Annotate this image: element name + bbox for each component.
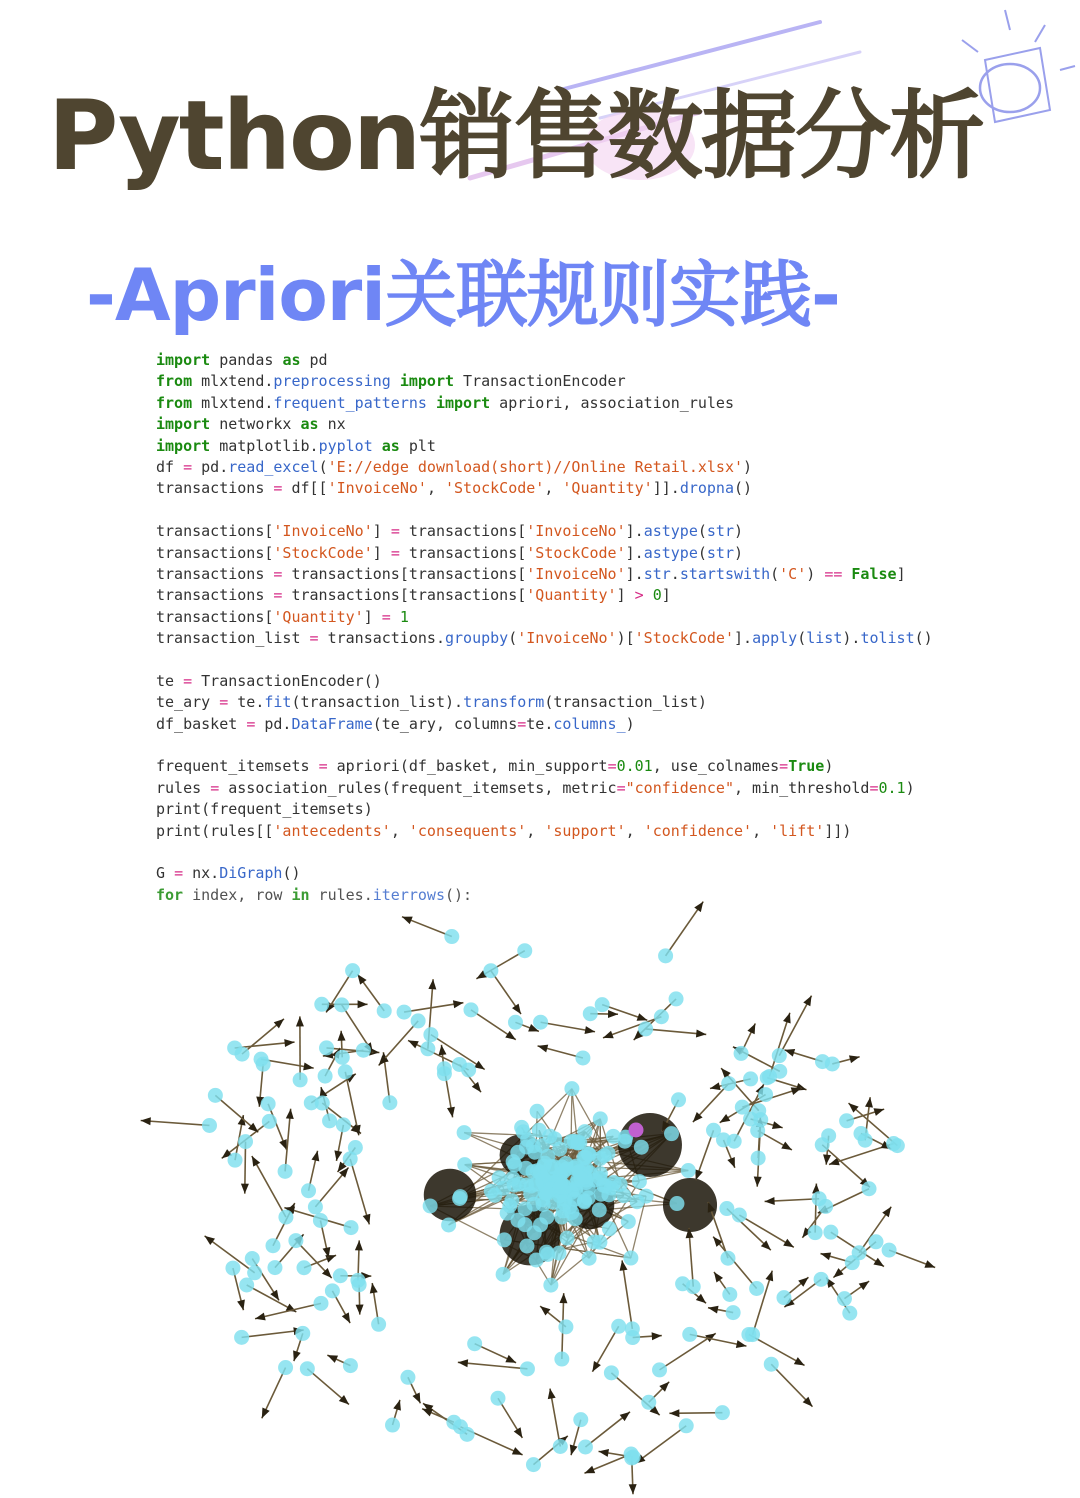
graph-arrowhead: [559, 1293, 567, 1303]
graph-node: [682, 1327, 697, 1342]
graph-node: [735, 1100, 750, 1115]
code-line: transaction_list = transactions.groupby('InvoiceNo')['StockCode'].apply(list).tolist(): [156, 629, 933, 648]
graph-node: [496, 1267, 511, 1282]
graph-node: [444, 929, 459, 944]
graph-arrowhead: [608, 1010, 618, 1018]
graph-node: [265, 1238, 280, 1253]
graph-arrowhead: [865, 1097, 873, 1107]
graph-arrowhead: [585, 1026, 596, 1034]
graph-node: [776, 1290, 791, 1305]
graph-node: [517, 943, 532, 958]
graph-node: [490, 1391, 505, 1406]
graph-arrowhead: [714, 1272, 723, 1282]
graph-arrowhead: [447, 1107, 455, 1118]
graph-node: [315, 1096, 330, 1111]
graph-node: [625, 1321, 640, 1336]
graph-node: [745, 1327, 760, 1342]
graph-arrowhead: [363, 1214, 371, 1225]
graph-node: [314, 997, 329, 1012]
graph-node: [868, 1234, 883, 1249]
code-line: [156, 735, 946, 756]
graph-node: [547, 1131, 562, 1146]
graph-node: [543, 1278, 558, 1293]
graph-node: [623, 1251, 638, 1266]
code-line: transactions = df[['InvoiceNo', 'StockCode', 'Quantity']].dropna(): [156, 479, 753, 498]
graph-node: [423, 1027, 438, 1042]
code-line: [156, 842, 946, 863]
graph-edge: [458, 1362, 528, 1368]
graph-node: [882, 1243, 897, 1258]
graph-node: [726, 1305, 741, 1320]
graph-arrowhead: [252, 1156, 260, 1167]
graph-node: [225, 1261, 240, 1276]
graph-node: [463, 1002, 478, 1017]
graph-node: [313, 1213, 328, 1228]
graph-node: [530, 1104, 545, 1119]
graph-node: [582, 1147, 597, 1162]
code-line: [156, 500, 946, 521]
graph-node: [296, 1260, 311, 1275]
graph-node: [632, 1174, 647, 1189]
graph-arrowhead: [669, 1409, 679, 1417]
graph-node-highlighted: [629, 1123, 644, 1138]
page-title: Python销售数据分析: [48, 80, 984, 192]
graph-node: [597, 1148, 612, 1163]
graph-arrowhead: [512, 1447, 523, 1455]
graph-node: [345, 963, 360, 978]
graph-node: [638, 1021, 653, 1036]
graph-arrowhead: [720, 1114, 731, 1123]
graph-arrowhead: [241, 1184, 249, 1194]
graph-arrowhead: [141, 1117, 151, 1125]
graph-nodes: [202, 929, 905, 1472]
graph-node: [397, 1005, 412, 1020]
graph-node: [308, 1199, 323, 1214]
graph-node: [262, 1114, 277, 1129]
code-line: for index, row in rules.iterrows():: [156, 885, 473, 904]
graph-edge: [350, 1159, 369, 1225]
graph-node: [578, 1439, 593, 1454]
code-block: [156, 350, 946, 904]
graph-node: [839, 1113, 854, 1128]
graph-arrowhead: [570, 1445, 578, 1456]
graph-node: [706, 1123, 721, 1138]
graph-node: [715, 1405, 730, 1420]
graph-arrowhead: [422, 1409, 433, 1417]
graph-node: [278, 1210, 293, 1225]
code-line: frequent_itemsets = apriori(df_basket, min_support=0.01, use_colnames=True): [156, 757, 834, 776]
graph-node: [352, 1277, 367, 1292]
graph-node: [595, 997, 610, 1012]
graph-node: [322, 1113, 337, 1128]
graph-arrowhead: [358, 1000, 368, 1008]
graph-node: [602, 1221, 617, 1236]
graph-node: [526, 1197, 541, 1212]
graph-node: [318, 1069, 333, 1084]
graph-arrowhead: [393, 1400, 401, 1411]
graph-node: [862, 1181, 877, 1196]
graph-node: [457, 1125, 472, 1140]
graph-edge: [252, 1156, 286, 1217]
code-line: rules = association_rules(frequent_itemsets, metric="confidence", min_threshold=0.1): [156, 778, 915, 797]
graph-node: [343, 1358, 358, 1373]
graph-node: [669, 991, 684, 1006]
graph-node: [492, 1170, 507, 1185]
graph-arrowhead: [754, 1177, 762, 1187]
graph-node: [540, 1185, 555, 1200]
graph-node: [527, 1145, 542, 1160]
graph-node: [295, 1326, 310, 1341]
code-line: transactions = transactions[transactions['InvoiceNo'].str.startswith('C') == False]: [156, 564, 906, 583]
graph-node: [762, 1069, 777, 1084]
graph-node: [575, 1050, 590, 1065]
graph-node: [604, 1365, 619, 1380]
code-line: transactions['StockCode'] = transactions['StockCode'].astype(str): [156, 543, 744, 562]
graph-node: [583, 1006, 598, 1021]
graph-node: [300, 1361, 315, 1376]
graph-node: [288, 1233, 303, 1248]
graph-edge: [753, 1271, 773, 1335]
graph-arrowhead: [772, 1121, 783, 1129]
graph-node: [808, 1225, 823, 1240]
graph-node: [686, 1279, 701, 1294]
graph-node: [654, 1009, 669, 1024]
graph-node: [624, 1447, 639, 1462]
graph-arrowhead: [652, 1332, 662, 1340]
graph-node: [886, 1136, 901, 1151]
code-line: transactions['InvoiceNo'] = transactions['InvoiceNo'].astype(str): [156, 522, 744, 541]
graph-node: [722, 1287, 737, 1302]
graph-node: [837, 1291, 852, 1306]
graph-node: [371, 1317, 386, 1332]
graph-node: [539, 1245, 554, 1260]
graph-arrowhead: [505, 1355, 516, 1363]
graph-arrowhead: [873, 1258, 884, 1267]
graph-node: [377, 1003, 392, 1018]
graph-node: [596, 1178, 611, 1193]
graph-arrowhead: [783, 1239, 794, 1248]
graph-arrowhead: [765, 1197, 775, 1205]
graph-node: [815, 1054, 830, 1069]
graph-node: [526, 1457, 541, 1472]
graph-node: [227, 1040, 242, 1055]
graph-arrowhead: [820, 1252, 831, 1260]
graph-node: [539, 1210, 554, 1225]
graph-arrowhead: [629, 1484, 637, 1494]
graph-node: [234, 1330, 249, 1345]
graph-arrowhead: [598, 1449, 609, 1457]
graph-node: [533, 1015, 548, 1030]
graph-node: [679, 1418, 694, 1433]
graph-edge: [622, 1260, 632, 1329]
graph-node: [336, 1117, 351, 1132]
graph-arrowhead: [803, 996, 811, 1007]
graph-node: [564, 1081, 579, 1096]
graph-arrowhead: [293, 1350, 301, 1361]
code-line: import networkx as nx: [156, 415, 346, 434]
graph-node: [247, 1265, 262, 1280]
code-line: G = nx.DiGraph(): [156, 864, 301, 883]
graph-arrowhead: [859, 1281, 869, 1290]
graph-arrowhead: [279, 1139, 286, 1150]
graph-node: [483, 963, 498, 978]
code-line: transactions['Quantity'] = 1: [156, 607, 409, 626]
graph-arrowhead: [311, 1151, 319, 1162]
code-line: [156, 649, 946, 670]
graph-arrowhead: [402, 917, 413, 924]
graph-node: [343, 1151, 358, 1166]
graph-node: [664, 1126, 679, 1141]
graph-arrowhead: [408, 1040, 419, 1048]
graph-node: [519, 1238, 534, 1253]
graph-arrowhead: [284, 1039, 294, 1047]
graph-arrowhead: [357, 974, 366, 984]
graph-arrowhead: [355, 1240, 363, 1250]
graph-edge: [255, 1303, 321, 1318]
graph-node: [457, 1157, 472, 1172]
graph-arrowhead: [514, 1427, 523, 1438]
graph-node: [452, 1057, 467, 1072]
graph-arrowhead: [637, 1013, 648, 1021]
graph-node: [441, 1217, 456, 1232]
graph-node: [278, 1164, 293, 1179]
graph-node: [592, 1202, 607, 1217]
code-line: import pandas as pd: [156, 351, 328, 369]
graph-node: [658, 948, 673, 963]
graph-node: [385, 1418, 400, 1433]
graph-node: [335, 1050, 350, 1065]
graph-node: [267, 1260, 282, 1275]
graph-node: [814, 1272, 829, 1287]
graph-arrowhead: [592, 1361, 600, 1372]
graph-node: [772, 1048, 787, 1063]
graph-arrowhead: [370, 1283, 378, 1293]
graph-arrowhead: [873, 1108, 884, 1116]
graph-node: [437, 1061, 452, 1076]
graph-node: [446, 1415, 461, 1430]
graph-arrowhead: [791, 1087, 802, 1095]
graph-node: [573, 1171, 588, 1186]
graph-node: [616, 1188, 631, 1203]
graph-arrowhead: [327, 1355, 338, 1363]
graph-node: [400, 1370, 415, 1385]
graph-node: [202, 1118, 217, 1133]
graph-node: [758, 1087, 773, 1102]
graph-arrowhead: [538, 1045, 549, 1053]
graph-node: [639, 1189, 654, 1204]
graph-node: [452, 1191, 467, 1206]
graph-node: [749, 1281, 764, 1296]
graph-node: [553, 1180, 568, 1195]
graph-node: [344, 1220, 359, 1235]
graph-node: [338, 1064, 353, 1079]
graph-node: [208, 1088, 223, 1103]
graph-node: [669, 1196, 684, 1211]
graph-node: [467, 1336, 482, 1351]
graph-node: [671, 1092, 686, 1107]
graph-hub: [424, 1169, 476, 1221]
graph-node: [553, 1439, 568, 1454]
graph-node: [611, 1319, 626, 1334]
graph-arrowhead: [727, 1157, 734, 1168]
graph-arrowhead: [695, 1169, 703, 1180]
graph-node: [634, 1140, 649, 1155]
graph-arrowhead: [849, 1055, 860, 1063]
graph-node: [845, 1255, 860, 1270]
graph-arrowhead: [603, 1031, 614, 1039]
graph-node: [750, 1123, 765, 1138]
graph-node: [721, 1076, 736, 1091]
graph-node: [532, 1123, 547, 1138]
code-line: from mlxtend.preprocessing import TransactionEncoder: [156, 372, 626, 391]
graph-node: [558, 1319, 573, 1334]
code-line: from mlxtend.frequent_patterns import apriori, association_rules: [156, 393, 734, 412]
graph-node: [325, 1283, 340, 1298]
graph-node: [652, 1362, 667, 1377]
network-graph: [150, 905, 930, 1485]
graph-arrowhead: [794, 1357, 805, 1365]
graph-arrowhead: [924, 1260, 935, 1267]
graph-node: [261, 1096, 276, 1111]
code-line: import matplotlib.pyplot as plt: [156, 436, 436, 455]
code-line: df_basket = pd.DataFrame(te_ary, columns=te.columns_): [156, 714, 635, 733]
graph-node: [815, 1137, 830, 1152]
graph-arrowhead: [428, 979, 436, 989]
graph-node: [734, 1046, 749, 1061]
graph-arrowhead: [342, 1312, 350, 1323]
graph-node: [238, 1134, 253, 1149]
graph-edge: [779, 996, 811, 1056]
graph-node: [497, 1232, 512, 1247]
graph-node: [527, 1225, 542, 1240]
graph-node: [593, 1111, 608, 1126]
graph-arrowhead: [783, 1013, 791, 1024]
code-line: transactions = transactions[transactions['Quantity'] > 0]: [156, 586, 671, 605]
graph-arrowhead: [584, 1466, 595, 1474]
graph-arrowhead: [472, 1082, 481, 1092]
graph-arrowhead: [781, 1142, 792, 1150]
graph-node: [743, 1071, 758, 1086]
graph-node: [313, 1296, 328, 1311]
graph-node: [423, 1198, 438, 1213]
graph-node: [554, 1352, 569, 1367]
graph-node: [573, 1412, 588, 1427]
graph-arrowhead: [747, 1023, 755, 1034]
graph-arrowhead: [325, 1255, 336, 1262]
graph-node: [319, 1040, 334, 1055]
graph-node: [507, 1157, 522, 1172]
graph-arrowhead: [766, 1271, 774, 1282]
graph-node: [256, 1057, 271, 1072]
graph-arrowhead: [453, 1000, 464, 1008]
graph-node: [842, 1306, 857, 1321]
graph-node: [719, 1201, 734, 1216]
graph-node: [751, 1151, 766, 1166]
graph-node: [764, 1357, 779, 1372]
graph-edge: [141, 1120, 210, 1125]
graph-node: [621, 1214, 636, 1229]
graph-arrowhead: [205, 1236, 215, 1245]
graph-arrowhead: [262, 1408, 270, 1419]
graph-node: [356, 1043, 371, 1058]
graph-arrowhead: [708, 1306, 719, 1314]
graph-arrowhead: [736, 1340, 747, 1348]
graph-node: [641, 1395, 656, 1410]
graph-node: [228, 1153, 243, 1168]
graph-node: [720, 1251, 735, 1266]
graph-arrowhead: [412, 1393, 420, 1404]
graph-node: [333, 1268, 348, 1283]
graph-arrowhead: [882, 1207, 891, 1217]
graph-node: [334, 997, 349, 1012]
graph-node: [420, 1041, 435, 1056]
graph-arrowhead: [548, 1389, 556, 1400]
graph-node: [681, 1163, 696, 1178]
graph-node: [823, 1225, 838, 1240]
graph-node: [587, 1234, 602, 1249]
page-subtitle: -Apriori关联规则实践-: [86, 253, 840, 337]
graph-arrowhead: [338, 1031, 346, 1041]
graph-node: [278, 1360, 293, 1375]
graph-node: [382, 1095, 397, 1110]
code-line: df = pd.read_excel('E://edge download(short)//Online Retail.xlsx'): [156, 457, 753, 476]
code-line: te_ary = te.fit(transaction_list).transform(transaction_list): [156, 693, 707, 712]
graph-node: [520, 1132, 535, 1147]
code-line: te = TransactionEncoder(): [156, 671, 382, 690]
graph-node: [525, 1164, 540, 1179]
graph-node: [560, 1231, 575, 1246]
graph-node: [582, 1251, 597, 1266]
graph-arrowhead: [512, 1004, 521, 1014]
graph-node: [487, 1188, 502, 1203]
graph-node: [301, 1183, 316, 1198]
graph-arrowhead: [303, 1062, 314, 1070]
graph-arrowhead: [356, 1305, 364, 1315]
graph-arrowhead: [334, 1150, 342, 1161]
graph-arrowhead: [505, 1031, 516, 1040]
code-line: print(rules[['antecedents', 'consequents', 'support', 'confidence', 'lift']]): [156, 821, 852, 840]
graph-arrowhead: [296, 1016, 304, 1026]
graph-arrowhead: [255, 1313, 266, 1321]
graph-node: [508, 1015, 523, 1030]
graph-node: [520, 1361, 535, 1376]
graph-node: [853, 1126, 868, 1141]
graph-node: [293, 1072, 308, 1087]
code-line: print(frequent_itemsets): [156, 800, 373, 819]
graph-node: [564, 1134, 579, 1149]
graph-node: [812, 1191, 827, 1206]
graph-node: [245, 1251, 260, 1266]
graph-node: [502, 1198, 517, 1213]
graph-arrowhead: [439, 1045, 447, 1055]
graph-node: [411, 1013, 426, 1028]
